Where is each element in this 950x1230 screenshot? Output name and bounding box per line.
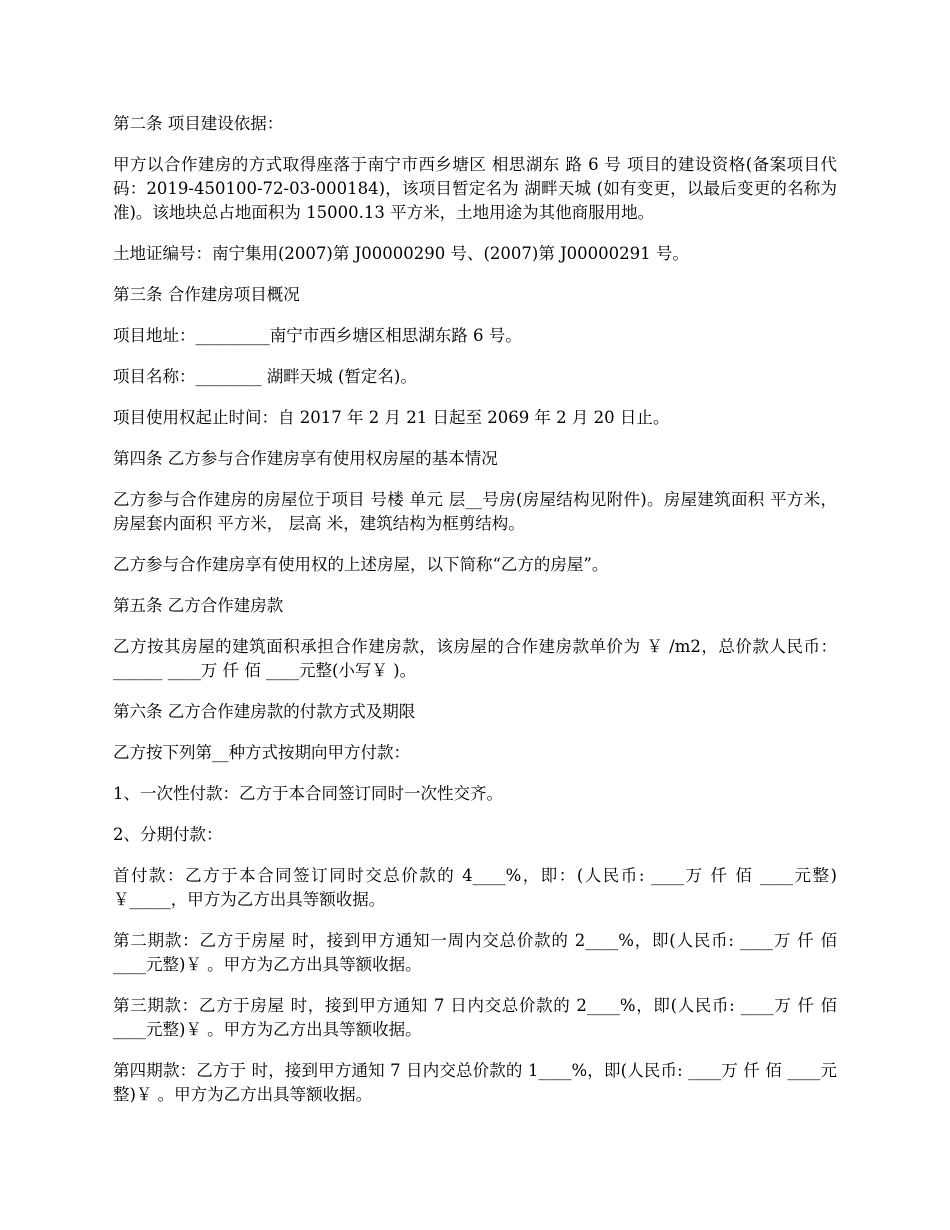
article-3-heading: 第三条 合作建房项目概况 [113,285,300,304]
article-2-body: 甲方以合作建房的方式取得座落于南宁市西乡塘区 相思湖东 路 6 号 项目的建设资格(备案项目代码：2019-450100-72-03-000184)，该项目暂定名为 湖畔天城 (如有变更，以最后变更的名称为准)。该地块总占地面积为 15000.13 平方米，土地用途为其他商服用地。 [113,155,837,222]
lump-sum-payment: 1、一次性付款：乙方于本合同签订同时一次性交齐。 [113,784,503,803]
article-6-heading: 第六条 乙方合作建房款的付款方式及期限 [113,702,416,721]
house-alias-paragraph: 乙方参与合作建房享有使用权的上述房屋，以下简称“乙方的房屋”。 [113,555,609,574]
second-installment: 第二期款：乙方于房屋 时，接到甲方通知一周内交总价款的 2____%，即(人民币: ____万 仟 佰 ____元整)￥ 。甲方为乙方出具等额收据。 [113,931,837,974]
project-name: 项目名称：________ 湖畔天城 (暂定名)。 [113,367,417,386]
down-payment: 首付款：乙方于本合同签订同时交总价款的 4____%，即：(人民币: ____万 仟 佰 ____元整)￥_____，甲方为乙方出具等额收据。 [113,866,837,909]
document-page [113,112,837,1124]
third-installment: 第三期款：乙方于房屋 时，接到甲方通知 7 日内交总价款的 2____%，即(人民币: ____万 仟 佰 ____元整)￥ 。甲方为乙方出具等额收据。 [113,996,837,1039]
project-usage-period: 项目使用权起止时间：自 2017 年 2 月 21 日起至 2069 年 2 月 20 日止。 [113,408,670,427]
house-location-paragraph: 乙方参与合作建房的房屋位于项目 号楼 单元 层__号房(房屋结构见附件)。房屋建筑面积 平方米，房屋套内面积 平方米， 层高 米，建筑结构为框剪结构。 [113,490,837,533]
article-5-heading: 第五条 乙方合作建房款 [113,596,284,615]
project-address: 项目地址：_________南宁市西乡塘区相思湖东路 6 号。 [113,326,522,345]
payment-method-choice: 乙方按下列第__种方式按期向甲方付款： [113,743,410,762]
article-4-heading: 第四条 乙方参与合作建房享有使用权房屋的基本情况 [113,449,498,468]
land-certificate-number: 土地证编号：南宁集用(2007)第 J00000290 号、(2007)第 J00000291 号。 [113,244,689,263]
article-2-heading: 第二条 项目建设依据： [113,114,284,133]
fourth-installment: 第四期款：乙方于 时，接到甲方通知 7 日内交总价款的 1____%，即(人民币: ____万 仟 佰 ____元整)￥ 。甲方为乙方出具等额收据。 [113,1061,837,1104]
installment-payment-heading: 2、分期付款： [113,825,223,844]
price-paragraph: 乙方按其房屋的建筑面积承担合作建房款，该房屋的合作建房款单价为 ￥ /m2，总价款人民币：______ ____万 仟 佰 ____元整(小写￥ )。 [113,637,837,680]
